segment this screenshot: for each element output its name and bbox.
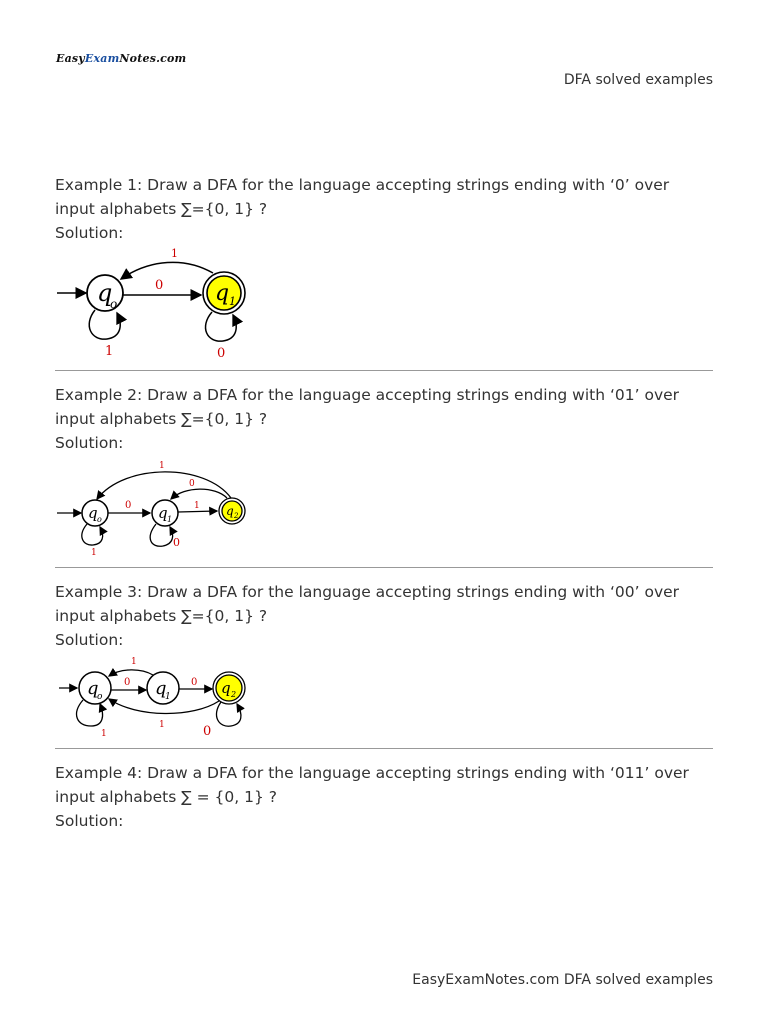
- example-1-question-line-1: Example 1: Draw a DFA for the language accepting strings ending with ‘0’ over: [55, 176, 670, 194]
- example-2-question-line-2: input alphabets ∑={0, 1} ?: [55, 410, 268, 428]
- example-3-question-line-1: Example 3: Draw a DFA for the language accepting strings ending with ‘00’ over: [55, 583, 680, 601]
- state-q2-label: q: [221, 679, 231, 697]
- state-q0-subscript: o: [97, 515, 102, 524]
- transition-q0-q1-label: 0: [155, 278, 164, 293]
- state-q0-label: q: [87, 678, 99, 699]
- example-4-question-line-1: Example 4: Draw a DFA for the language accepting strings ending with ‘011’ over: [55, 764, 689, 782]
- state-q1-subscript: 1: [229, 295, 236, 308]
- transition-q2-q0-label: 1: [159, 461, 165, 471]
- transition-q2-q1-label: 0: [189, 479, 195, 489]
- transition-q0-q1-label: 0: [124, 677, 131, 688]
- self-loop-q0-label: 1: [91, 548, 97, 558]
- state-q0-subscript: o: [97, 692, 103, 702]
- divider-1: [55, 370, 713, 371]
- example-4-question-line-2: input alphabets ∑ = {0, 1} ?: [55, 788, 277, 806]
- transition-q2-q1: [171, 489, 227, 499]
- transition-q0-q1-label: 0: [125, 500, 132, 511]
- state-q1-label: q: [158, 504, 168, 522]
- transition-q1-q0: [109, 670, 153, 676]
- example-2-dfa-diagram: [55, 458, 255, 558]
- transition-q1-q2: [178, 511, 217, 512]
- self-loop-q0: [82, 524, 103, 545]
- self-loop-q0-label: 1: [101, 729, 107, 739]
- example-1: [55, 173, 715, 245]
- site-logo: [56, 52, 186, 65]
- state-q1-label: q: [155, 678, 167, 699]
- example-3: [55, 580, 715, 652]
- example-4: [55, 761, 715, 833]
- state-q1-subscript: 1: [165, 692, 171, 702]
- self-loop-q0-label: 1: [105, 344, 114, 359]
- state-q2-subscript: 2: [234, 512, 239, 520]
- transition-q2-q0: [97, 472, 231, 499]
- state-q0-label: q: [97, 279, 113, 307]
- self-loop-q2: [216, 702, 240, 726]
- example-2-question-line-1: Example 2: Draw a DFA for the language accepting strings ending with ‘01’ over: [55, 386, 680, 404]
- state-q1-subscript: 1: [167, 515, 173, 524]
- example-1-dfa-diagram: [55, 245, 255, 363]
- self-loop-q0: [89, 310, 120, 339]
- example-2: [55, 383, 715, 455]
- state-q2-label: q: [226, 504, 234, 518]
- example-2-solution-label: Solution:: [55, 434, 124, 452]
- self-loop-q1-label: 0: [217, 346, 226, 361]
- state-q1-label: q: [215, 281, 230, 306]
- state-q0-subscript: o: [110, 297, 118, 311]
- page-footer: EasyExamNotes.com DFA solved examples: [412, 972, 713, 988]
- transition-q1-q2-label: 1: [194, 501, 200, 511]
- example-4-solution-label: Solution:: [55, 812, 124, 830]
- example-3-question-line-2: input alphabets ∑={0, 1} ?: [55, 607, 268, 625]
- transition-q1-q0: [121, 262, 213, 279]
- logo-part-easy: Easy: [56, 52, 85, 65]
- logo-part-exam: Exam: [84, 52, 120, 65]
- self-loop-q1-label: 0: [173, 536, 180, 549]
- self-loop-q1: [150, 524, 172, 546]
- transition-q1-q2-label: 0: [191, 677, 198, 688]
- transition-q1-q0-label: 1: [171, 247, 178, 260]
- divider-2: [55, 567, 713, 568]
- state-q0-label: q: [88, 504, 98, 522]
- divider-3: [55, 748, 713, 749]
- page-header-title: DFA solved examples: [563, 72, 713, 88]
- example-1-solution-label: Solution:: [55, 224, 124, 242]
- state-q2-subscript: 2: [231, 690, 237, 699]
- example-3-solution-label: Solution:: [55, 631, 124, 649]
- self-loop-q2-label: 0: [203, 724, 212, 739]
- example-3-dfa-diagram: [55, 652, 255, 740]
- logo-part-notes: Notes.com: [119, 52, 187, 65]
- self-loop-q1: [206, 312, 237, 341]
- transition-q1-q0-label: 1: [131, 657, 137, 667]
- example-1-question-line-2: input alphabets ∑={0, 1} ?: [55, 200, 268, 218]
- transition-q2-q0-label: 1: [159, 720, 165, 730]
